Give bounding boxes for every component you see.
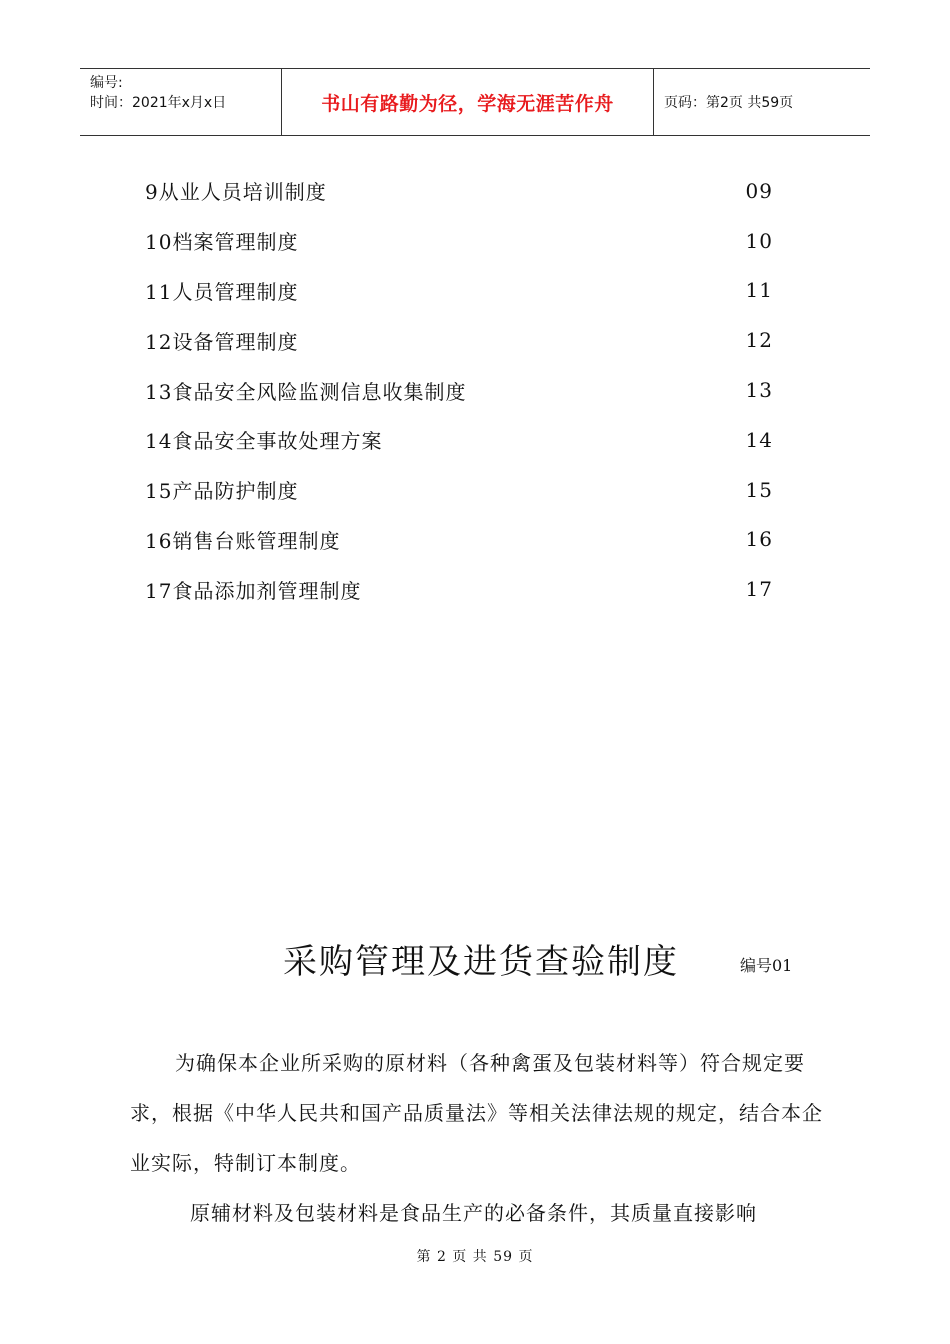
toc-item-page: 17 (745, 577, 773, 602)
toc-item (145, 365, 785, 415)
toc-item-page: 15 (745, 477, 773, 502)
toc-item (145, 564, 785, 614)
toc-item-title: 13食品安全风险监测信息收集制度 (145, 379, 467, 404)
header-meta (80, 69, 282, 135)
toc-item-page: 13 (745, 378, 773, 403)
page-header (80, 68, 870, 136)
body-paragraph: 为确保本企业所采购的原材料（各种禽蛋及包装材料等）符合规定要求，根据《中华人民共和国产品质量法》等相关法律法规的规定，结合本企业实际，特制订本制度。 (130, 1051, 823, 1175)
toc-item-page: 11 (745, 278, 773, 303)
toc-item-title: 9从业人员培训制度 (145, 180, 327, 205)
header-code-label: 编号: (90, 75, 123, 91)
table-of-contents (145, 166, 785, 614)
toc-item (145, 315, 785, 365)
toc-item-title: 14食品安全事故处理方案 (145, 429, 383, 454)
header-time-label: 时间：2021年x月x日 (90, 95, 227, 111)
header-motto: 书山有路勤为径，学海无涯苦作舟 (282, 69, 654, 135)
toc-item-title: 10档案管理制度 (145, 230, 299, 255)
toc-item-title: 11人员管理制度 (145, 279, 299, 304)
body-text (130, 1038, 830, 1238)
toc-item (145, 465, 785, 515)
toc-item-page: 14 (745, 427, 773, 452)
toc-item-title: 15产品防护制度 (145, 479, 299, 504)
section-code: 编号01 (740, 956, 793, 975)
toc-item (145, 515, 785, 565)
toc-item (145, 266, 785, 316)
toc-item-page: 10 (745, 228, 773, 253)
toc-item-page: 16 (745, 527, 773, 552)
body-paragraph: 原辅材料及包装材料是食品生产的必备条件，其质量直接影响 (190, 1201, 757, 1225)
toc-item (145, 415, 785, 465)
toc-item (145, 216, 785, 266)
section-title: 采购管理及进货查验制度 (283, 942, 679, 982)
toc-item-page: 12 (745, 328, 773, 353)
toc-item-title: 17食品添加剂管理制度 (145, 578, 362, 603)
toc-item-title: 16销售台账管理制度 (145, 528, 341, 553)
toc-item (145, 166, 785, 216)
header-page-info: 页码：第2页 共59页 (664, 95, 794, 111)
toc-item-title: 12设备管理制度 (145, 329, 299, 354)
page-footer: 第 2 页 共 59 页 (416, 1249, 534, 1265)
toc-item-page: 09 (745, 178, 773, 203)
